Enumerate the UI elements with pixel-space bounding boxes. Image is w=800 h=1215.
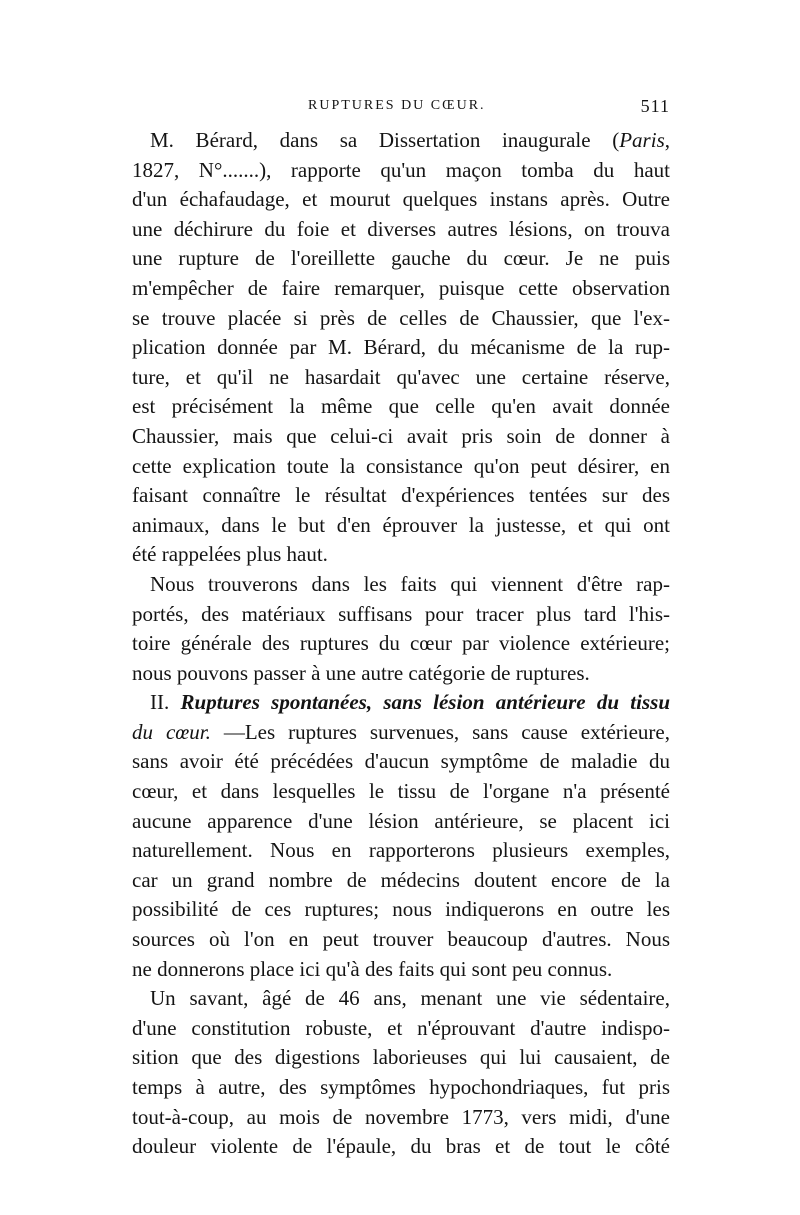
section-title: Ruptures spontanées, sans lésion antérieure du tissu xyxy=(180,690,670,715)
text-line: sans avoir été précédées d'aucun symptôme de maladie du xyxy=(132,749,670,774)
paragraph-4 xyxy=(132,984,670,1162)
running-title: RUPTURES DU CŒUR. xyxy=(308,98,486,113)
text-line: portés, des matériaux suffisans pour tracer plus tard l'his- xyxy=(132,601,670,626)
text-line: d'un échafaudage, et mourut quelques instans après. Outre xyxy=(132,187,670,212)
section-number: II. xyxy=(150,690,170,715)
text-line: toire générale des ruptures du cœur par violence extérieure; xyxy=(132,631,670,656)
text-line: ture, et qu'il ne hasardait qu'avec une certaine réserve, xyxy=(132,364,670,389)
text-line: ne donnerons place ici qu'à des faits qui sont peu connus. xyxy=(132,956,613,981)
text-line: possibilité de ces ruptures; nous indiquerons en outre les xyxy=(132,897,670,922)
text-line: naturellement. Nous en rapporterons plusieurs exemples, xyxy=(132,838,670,863)
text-line: M. Bérard, dans sa Dissertation inaugurale (Paris, xyxy=(150,128,670,152)
text-line: temps à autre, des symptômes hypochondriaques, fut pris xyxy=(132,1075,670,1099)
page-number: 511 xyxy=(640,96,670,116)
text-line: été rappelées plus haut. xyxy=(132,542,328,567)
body-text xyxy=(132,126,670,1162)
text-line: Chaussier, mais que celui-ci avait pris soin de donner à xyxy=(132,423,670,448)
text-line: car un grand nombre de médecins doutent encore de la xyxy=(132,867,670,892)
text-line: Nous trouverons dans les faits qui viennent d'être rap- xyxy=(150,571,670,596)
section-lead-text: —Les ruptures survenues, sans cause extérieure, xyxy=(223,719,670,744)
section-title-continued: du cœur. xyxy=(132,719,211,744)
text-line: se trouve placée si près de celles de Chaussier, que l'ex- xyxy=(132,305,670,330)
running-header xyxy=(132,96,670,120)
text-line: sition que des digestions laborieuses qui lui causaient, de xyxy=(132,1045,670,1070)
text-line: 1827, N°.......), rapporte qu'un maçon tomba du haut xyxy=(132,157,670,182)
text-line: douleur violente de l'épaule, du bras et de tout le côté xyxy=(132,1134,670,1159)
text-line: nous pouvons passer à une autre catégorie de ruptures. xyxy=(132,660,590,685)
text-line: m'empêcher de faire remarquer, puisque cette observation xyxy=(132,275,670,300)
paragraph-2 xyxy=(132,570,670,688)
text-line: plication donnée par M. Bérard, du mécanisme de la rup- xyxy=(132,335,670,360)
section-heading-line xyxy=(132,718,670,748)
text-line: d'une constitution robuste, et n'éprouvant d'autre indispo- xyxy=(132,1015,670,1040)
text-line: sources où l'on en peut trouver beaucoup d'autres. Nous xyxy=(132,927,670,952)
text-line: est précisément la même que celle qu'en avait donnée xyxy=(132,394,670,419)
paragraph-3 xyxy=(132,688,670,984)
section-heading-line xyxy=(132,688,670,718)
text-line: cœur, et dans lesquelles le tissu de l'organe n'a présenté xyxy=(132,779,670,804)
book-page xyxy=(132,0,670,1215)
text-line: une rupture de l'oreillette gauche du cœur. Je ne puis xyxy=(132,246,670,271)
text-line: Un savant, âgé de 46 ans, menant une vie sédentaire, xyxy=(150,986,670,1011)
text-line: cette explication toute la consistance qu'on peut désirer, en xyxy=(132,453,670,478)
text-line: tout-à-coup, au mois de novembre 1773, vers midi, d'une xyxy=(132,1104,670,1129)
text-line: faisant connaître le résultat d'expériences tentées sur des xyxy=(132,483,670,508)
text-line: une déchirure du foie et diverses autres lésions, on trouva xyxy=(132,216,670,241)
text-line: animaux, dans le but d'en éprouver la justesse, et qui ont xyxy=(132,512,670,537)
text-line: aucune apparence d'une lésion antérieure, se placent ici xyxy=(132,808,670,833)
paragraph-1 xyxy=(132,126,670,570)
